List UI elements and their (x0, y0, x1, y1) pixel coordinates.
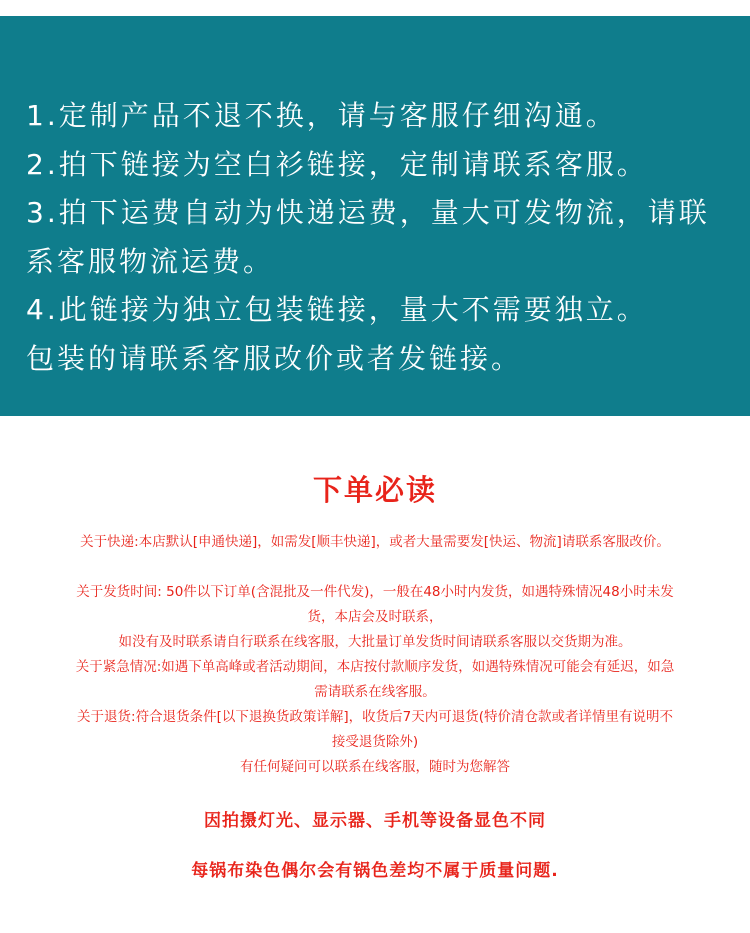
delivery-time-line-2: 货，本店会及时联系， (307, 609, 443, 625)
questions-line: 有任何疑问可以联系在线客服，随时为您解答 (240, 759, 510, 775)
color-display-note: 因拍摄灯光、显示器、手机等设备显色不同 (204, 811, 546, 831)
banner-line-5: 4.此链接为独立包装链接，量大不需要独立。 (26, 293, 648, 326)
emergency-line-2: 需请联系在线客服。 (314, 684, 436, 700)
banner-line-2: 2.拍下链接为空白衫链接，定制请联系客服。 (26, 147, 648, 181)
emergency-line-1: 关于紧急情况:如遇下单高峰或者活动期间，本店按付款顺序发货，如遇特殊情况可能会有延迟，如急 (75, 659, 675, 675)
banner-line-3: 3.拍下运费自动为快递运费，量大可发物流，请联 (26, 196, 710, 229)
dye-batch-note: 每锅布染色偶尔会有锅色差均不属于质量问题. (191, 861, 559, 881)
notice-title: 下单必读 (312, 473, 437, 507)
returns-line-2: 接受退货除外) (331, 734, 419, 750)
info-banner (0, 16, 750, 416)
returns-line-1: 关于退货:符合退货条件[以下退换货政策详解]，收货后7天内可退货(特价清仓款或者详情里有说明不 (77, 709, 673, 725)
delivery-time-line-3: 如没有及时联系请自行联系在线客服，大批量订单发货时间请联系客服以交货期为准。 (118, 634, 632, 650)
banner-line-1: 1.定制产品不退不换，请与客服仔细沟通。 (26, 99, 617, 132)
delivery-time-line-1: 关于发货时间: 50件以下订单(含混批及一件代发)，一般在48小时内发货，如遇特殊情况48小时未发 (76, 584, 674, 600)
banner-line-6: 包装的请联系客服改价或者发链接。 (26, 341, 523, 375)
shipping-policy: 关于快递:本店默认[申通快递]，如需发[顺丰快递]，或者大量需要发[快运、物流]请联系客服改价。 (80, 534, 670, 550)
spacer (12, 555, 738, 580)
notice-body (12, 530, 738, 780)
banner-line-4: 系客服物流运费。 (26, 244, 275, 278)
order-notice (0, 470, 750, 881)
banner-text (26, 92, 738, 383)
